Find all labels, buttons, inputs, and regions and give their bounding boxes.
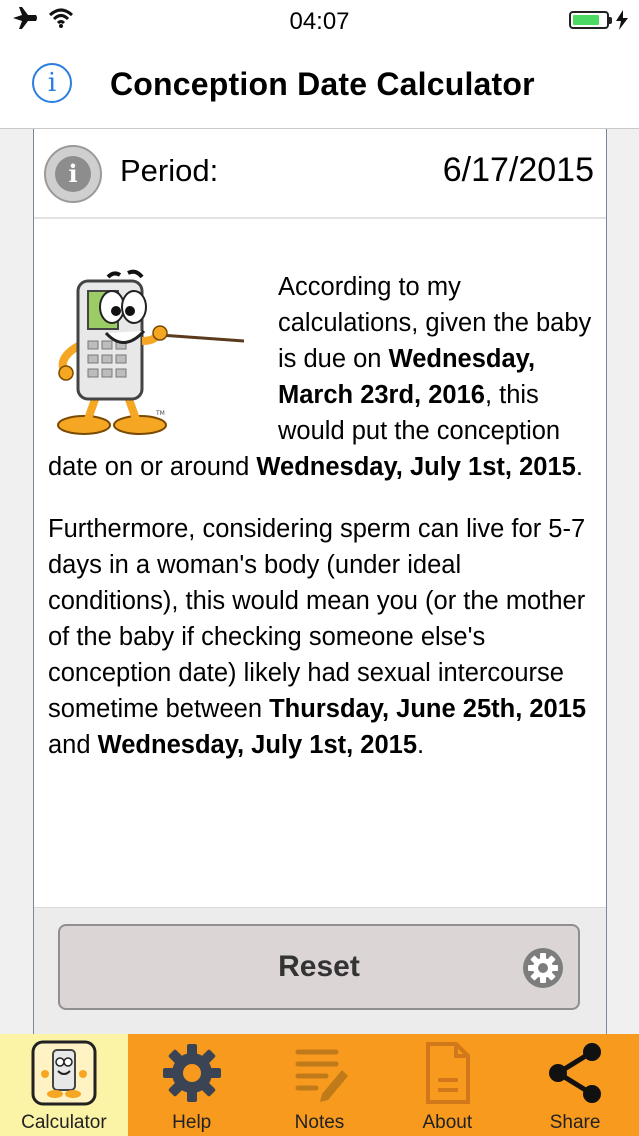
result-intro: According to my calculations, given the baby is due on: [278, 273, 592, 373]
range-start-date: Thursday, June 25th, 2015: [269, 695, 587, 723]
status-right: [569, 10, 629, 30]
tab-about[interactable]: [383, 1034, 511, 1136]
range-end-date: Wednesday, July 1st, 2015: [97, 731, 418, 759]
status-bar: [0, 0, 639, 44]
battery-cap: [609, 17, 612, 24]
tab-notes-label: Notes: [294, 1112, 345, 1133]
battery-level: [573, 15, 599, 25]
period-row[interactable]: [34, 129, 606, 219]
status-time: 04:07: [289, 8, 350, 35]
result-card: [33, 129, 607, 1034]
tab-share-label: Share: [549, 1112, 601, 1133]
notes-icon: [286, 1040, 352, 1106]
battery-icon: [569, 11, 609, 29]
period-info-icon[interactable]: [44, 145, 102, 203]
result-end: .: [575, 453, 583, 481]
svg-text:TM: TM: [156, 410, 165, 417]
calculator-mascot-icon: [31, 1040, 97, 1106]
document-icon: [414, 1040, 480, 1106]
tab-help-label: Help: [172, 1112, 212, 1133]
range-and: and: [48, 731, 98, 759]
share-icon: [542, 1040, 608, 1106]
period-info-glyph: i: [55, 156, 91, 192]
info-icon[interactable]: i: [32, 63, 72, 103]
period-label: Period:: [120, 153, 219, 188]
gear-icon: [159, 1040, 225, 1106]
nav-bar: [0, 44, 639, 129]
page-title: Conception Date Calculator: [110, 66, 535, 102]
result-mid: , this would put the conception date on or around: [48, 381, 561, 481]
due-date: Wednesday, March 23rd, 2016: [278, 345, 536, 409]
reset-area: [34, 907, 606, 1034]
tab-share[interactable]: [511, 1034, 639, 1136]
result-paragraph-2: [48, 511, 594, 763]
reset-button[interactable]: [58, 924, 580, 1010]
conception-date: Wednesday, July 1st, 2015: [256, 453, 576, 481]
reset-button-label: Reset: [278, 950, 360, 983]
tab-calculator[interactable]: [0, 1034, 128, 1136]
content-area: [0, 129, 639, 1034]
period-value[interactable]: 6/17/2015: [442, 151, 594, 189]
tab-help[interactable]: [128, 1034, 256, 1136]
gear-icon[interactable]: [522, 947, 564, 989]
range-intro: Furthermore, considering sperm can live for 5-7 days in a woman's body (under ideal conditions), this would mean you (or the mother of the baby if checking someone else's conception date) likely had sexual intercourse sometime between: [48, 515, 586, 723]
range-end: .: [417, 731, 425, 759]
tab-calculator-label: Calculator: [21, 1112, 107, 1133]
tab-notes[interactable]: [256, 1034, 384, 1136]
calculator-mascot-icon: [48, 261, 268, 441]
charging-icon: [615, 10, 629, 30]
tab-bar: [0, 1034, 639, 1136]
tab-about-label: About: [422, 1112, 473, 1133]
result-text: [48, 269, 594, 789]
